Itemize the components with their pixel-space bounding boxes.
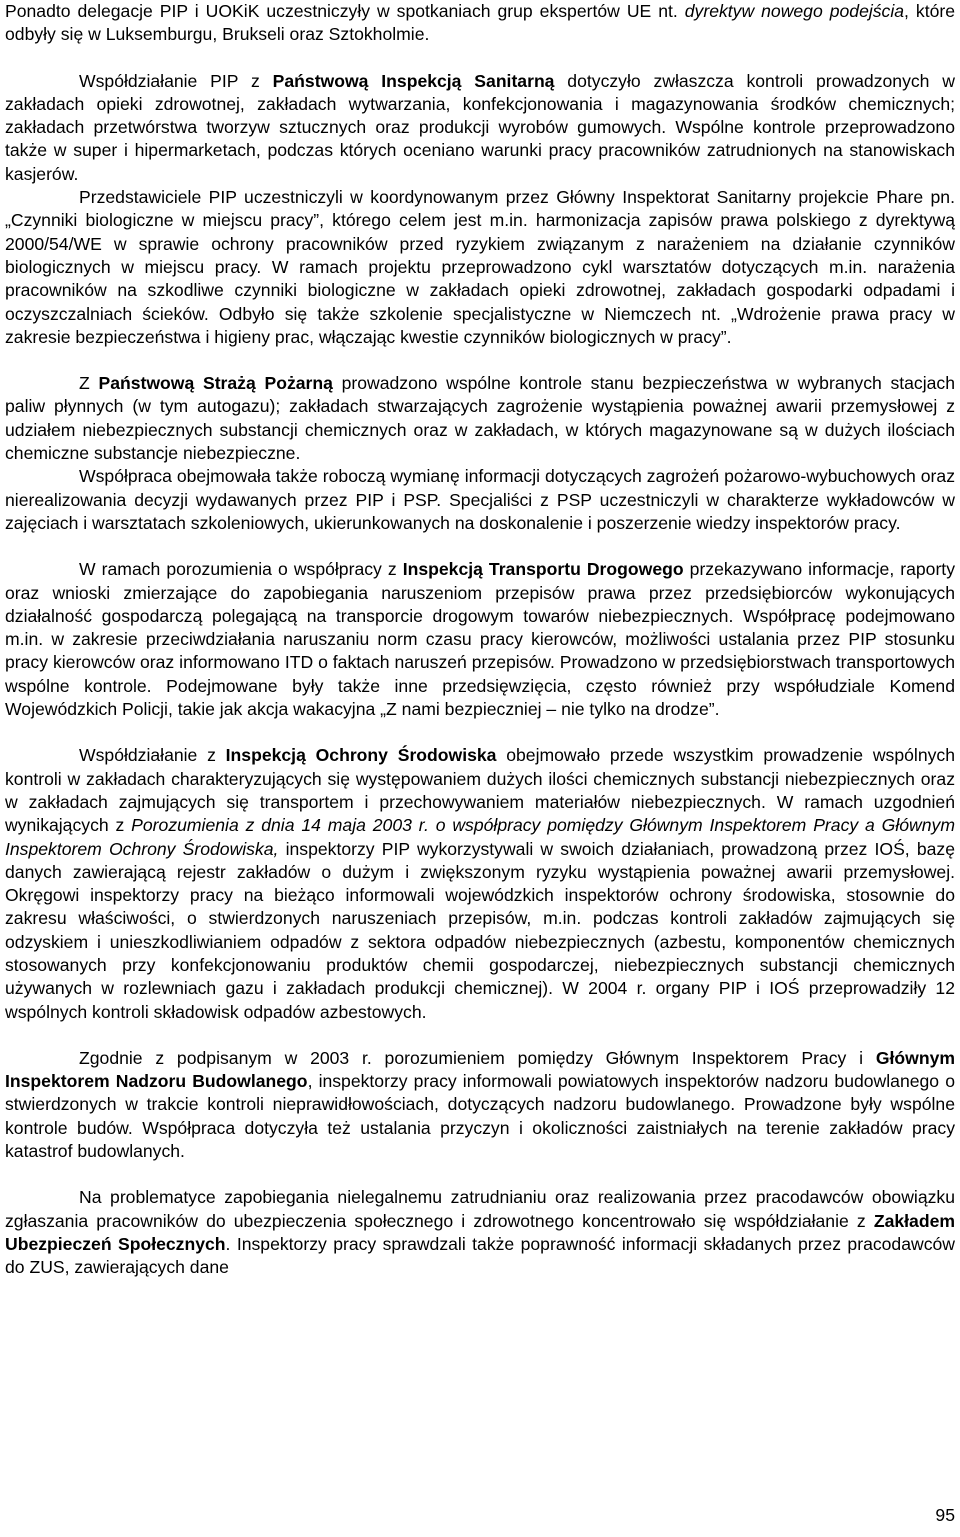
paragraph-delegations bbox=[5, 0, 955, 47]
bold-institution-name: Państwową Strażą Pożarną bbox=[98, 373, 333, 394]
paragraph-building-supervision bbox=[5, 1047, 955, 1163]
text: Przedstawiciele PIP uczestniczyli w koordynowanym przez Główny Inspektorat Sanitarny projekcie Phare pn. „Czynniki biologiczne w miejscu pracy”, którego celem jest m.in. harmonizacja zapisów prawa polskiego z dyrektywą 2000/54/WE w sprawie ochrony pracowników przed ryzykiem związanym z narażeniem na działanie czynników biologicznych w miejscu pracy. W ramach projektu przeprowadzono cykl warsztatów dotyczących m.in. narażenia pracowników na szkodliwe czynniki biologiczne w zakładach opieki zdrowotnej, zakładach gospodarki odpadami i oczyszczalniach ścieków. Odbyło się także szkolenie specjalistyczne w Niemczech nt. „Wdrożenie prawa pracy w zakresie bezpieczeństwa i higieny prac, włączając kwestie czynników biologicznych w pracy”. bbox=[5, 187, 955, 347]
page-number: 95 bbox=[935, 1505, 955, 1525]
text: , które odbyły się w Luksemburgu, Brukseli oraz Sztokholmie. bbox=[5, 1, 956, 45]
paragraph-fire-service bbox=[5, 372, 955, 465]
text: Zgodnie z podpisanym w 2003 r. porozumieniem pomiędzy Głównym Inspektorem Pracy i bbox=[79, 1047, 876, 1068]
text: Z bbox=[79, 373, 99, 394]
text: . Inspektorzy pracy sprawdzali także poprawność informacji składanych przez pracodawców do ZUS, zawierających dane bbox=[5, 1233, 955, 1278]
paragraph-sanitary-inspection bbox=[5, 70, 955, 186]
paragraph-environmental-protection bbox=[5, 744, 955, 1024]
text: dotyczyło zwłaszcza kontroli prowadzonych w zakładach opieki zdrowotnej, zakładach wytwarzania, konfekcjonowania i magazynowania środków chemicznych; zakładach przetwórstwa tworzyw sztucznych oraz produkcji wyrobów gumowych. Wspólne kontrole przeprowadzono także w super i hipermarketach, podczas których oceniano warunki pracy pracowników zatrudnionych na stanowiskach kasjerów. bbox=[5, 70, 955, 184]
text: , inspektorzy pracy informowali powiatowych inspektorów nadzoru budowlanego o stwierdzonych w trakcie kontroli nieprawidłowościach, dotyczących nadzoru budowlanego. Prowadzone były wspólne kontrole budów. Współpraca dotyczyła też ustalania przyczyn i okoliczności zaistniałych na terenie zakładów pracy katastrof budowlanych. bbox=[5, 1071, 955, 1162]
bold-institution-name: Państwową Inspekcją Sanitarną bbox=[272, 70, 555, 91]
text: Współdziałanie z bbox=[79, 745, 226, 766]
paragraph-phare-project bbox=[5, 186, 955, 349]
bold-institution-name: Głównym Inspektorem Nadzoru Budowlanego bbox=[5, 1047, 955, 1092]
text: inspektorzy PIP wykorzystywali w swoich działaniach, prowadzoną przez IOŚ, bazę danych zawierającą rejestr zakładów o dużym i zwiększonym ryzyku wystąpienia poważnej awarii przemysłowej. Okręgowi inspektorzy pracy na bieżąco informowali wojewódzkich inspektorów ochrony środowiska, stosownie do zakresu właściwości, o stwierdzonych naruszeniach przepisów, m.in. podczas kontroli zakładów zajmujących się odzyskiem i unieszkodliwianiem odpadów z sektora odpadów niebezpiecznych (azbestu, komponentów chemicznych stosowanych przy konfekcjonowaniu produktów chemii gospodarczej, niebezpiecznych substancji chemicznych używanych w rozlewniach gazu i zakładach produkcji chemicznej). W 2004 r. organy PIP i IOŚ przeprowadziły 12 wspólnych kontroli składowisk odpadów azbestowych. bbox=[5, 838, 956, 1022]
text: prowadzono wspólne kontrole stanu bezpieczeństwa w wybranych stacjach paliw płynnych (w tym autogazu); zakładach stwarzających zagrożenie wystąpienia poważnej awarii przemysłowej z udziałem niebezpiecznych substancji chemicznych oraz w zakładach, w których magazynowane są w dużych ilościach chemiczne substancje niebezpieczne. bbox=[5, 373, 956, 464]
text: Współpraca obejmowała także roboczą wymianę informacji dotyczących zagrożeń pożarowo-wybuchowych oraz nierealizowania decyzji wydawanych przez PIP i PSP. Specjaliści z PSP uczestniczyli w charakterze wykładowców w zajęciach i warsztatach szkoleniowych, ukierunkowanych na doskonalenie i poszerzenie wiedzy inspektorów pracy. bbox=[5, 466, 955, 533]
text: obejmowało przede wszystkim prowadzenie wspólnych kontroli w zakładach charakteryzujących się występowaniem dużych ilości chemicznych substancji niebezpiecznych oraz w zakładach zajmujących się transportem i przechowywaniem materiałów niebezpiecznych. W ramach uzgodnień wynikających z bbox=[5, 745, 955, 836]
italic-agreement-title: Porozumienia z dnia 14 maja 2003 r. o współpracy pomiędzy Głównym Inspektorem Pracy a Głównym Inspektorem Ochrony Środowiska, bbox=[5, 815, 955, 859]
document-page bbox=[5, 0, 955, 1280]
text: przekazywano informacje, raporty oraz wnioski zmierzające do zapobiegania naruszeniom przepisów prawa przez przedsiębiorców wykonujących działalność gospodarczą polegającą na transporcie drogowym towarów niebezpiecznych. Współpracę podejmowano m.in. w zakresie przeciwdziałania naruszaniu norm czasu pracy kierowców, możliwości ustalania przez PIP stosunku pracy kierowców oraz informowano ITD o faktach naruszeń przepisów. Prowadzono w przedsiębiorstwach transportowych wspólne kontrole. Podejmowane były także inne przedsięwzięcia, często również przy współudziale Komend Wojewódzkich Policji, takie jak akcja wakacyjna „Z nami bezpieczniej – nie tylko na drodze”. bbox=[5, 559, 955, 720]
paragraph-social-insurance bbox=[5, 1186, 955, 1279]
bold-institution-name: Inspekcją Transportu Drogowego bbox=[402, 559, 684, 580]
text: W ramach porozumienia o współpracy z bbox=[79, 559, 403, 580]
bold-institution-name: Inspekcją Ochrony Środowiska bbox=[225, 745, 497, 766]
italic-phrase: dyrektyw nowego podejścia bbox=[684, 1, 905, 21]
paragraph-road-transport bbox=[5, 558, 955, 721]
text: Współdziałanie PIP z bbox=[79, 70, 273, 91]
paragraph-fire-cooperation bbox=[5, 465, 955, 535]
bold-institution-name: Zakładem Ubezpieczeń Społecznych bbox=[5, 1210, 955, 1254]
text: Ponadto delegacje PIP i UOKiK uczestniczyły w spotkaniach grup ekspertów UE nt. bbox=[5, 1, 685, 21]
text: Na problematyce zapobiegania nielegalnemu zatrudnianiu oraz realizowania przez pracodawców obowiązku zgłaszania pracowników do ubezpieczenia społecznego i zdrowotnego koncentrowało się współdziałanie z bbox=[5, 1187, 955, 1231]
